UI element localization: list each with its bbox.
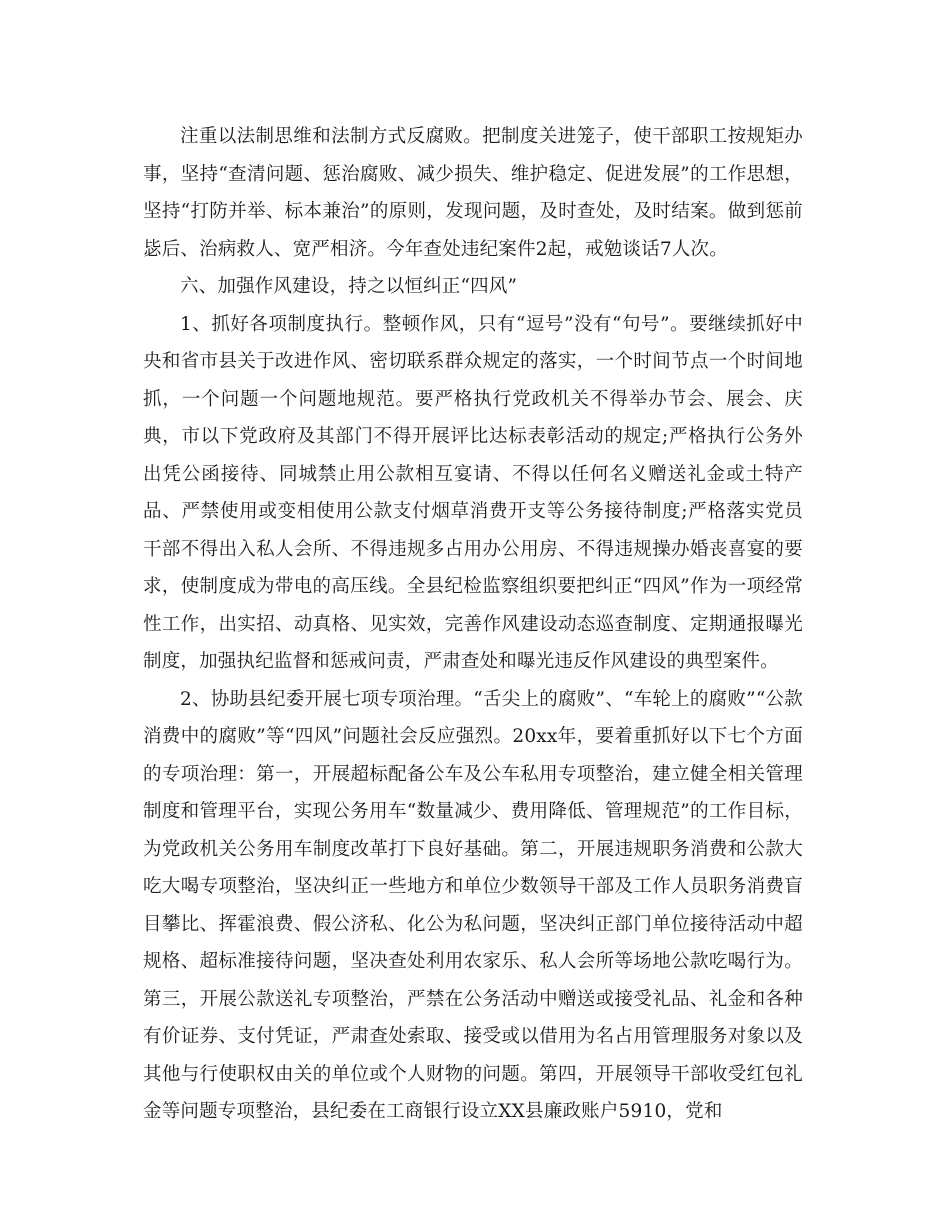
paragraph-special-governance: 2、协助县纪委开展七项专项治理。“舌尖上的腐败”、“车轮上的腐败”“公款消费中的腐败”等“四风”问题社会反应强烈。20xx年，要着重抓好以下七个方面的专项治理：第一，开展超标配备公车及公车私用专项整治，建立健全相关管理制度和管理平台，实现公务用车“数量减少、费用降低、管理规范”的工作目标，为党政机关公务用车制度改革打下良好基础。第二，开展违规职务消费和公款大吃大喝专项整治，坚决纠正一些地方和单位少数领导干部及工作人员职务消费盲目攀比、挥霍浪费、假公济私、化公为私问题，坚决纠正部门单位接待活动中超规格、超标准接待问题，坚决查处利用农家乐、私人会所等场地公款吃喝行为。第三，开展公款送礼专项整治，严禁在公务活动中赠送或接受礼品、礼金和各种有价证券、支付凭证，严肃查处索取、接受或以借用为名占用管理服务对象以及其他与行使职权由关的单位或个人财物的问题。第四，开展领导干部收受红包礼金等问题专项整治，县纪委在工商银行设立XX县廉政账户5910，党和 bbox=[143, 688, 803, 1122]
section-heading-six: 六、加强作风建设，持之以恒纠正“四风” bbox=[180, 276, 518, 297]
paragraph-system-execution: 1、抓好各项制度执行。整顿作风，只有“逗号”没有“句号”。要继续抓好中央和省市县关于改进作风、密切联系群众规定的落实，一个时间节点一个时间地抓，一个问题一个问题地规范。要严格执行党政机关不得举办节会、展会、庆典，市以下党政府及其部门不得开展评比达标表彰活动的规定;严格执行公务外出凭公函接待、同城禁止用公款相互宴请、不得以任何名义赠送礼金或土特产品、严禁使用或变相使用公款支付烟草消费开支等公务接待制度;严格落实党员干部不得出入私人会所、不得违规多占用办公用房、不得违规操办婚丧喜宴的要求，使制度成为带电的高压线。全县纪检监察组织要把纠正“四风”作为一项经常性工作，出实招、动真格、见实效，完善作风建设动态巡查制度、定期通报曝光制度，加强执纪监督和惩戒问责，严肃查处和曝光违反作风建设的典型案件。 bbox=[143, 313, 803, 672]
document-body bbox=[143, 118, 803, 1131]
paragraph-anti-corruption-method: 注重以法制思维和法制方式反腐败。把制度关进笼子，使干部职工按规矩办事，坚持“查清问题、惩治腐败、减少损失、维护稳定、促进发展”的工作思想，坚持“打防并举、标本兼治”的原则，发现问题，及时查处，及时结案。做到惩前毖后、治病救人、宽严相济。今年查处违纪案件2起，戒勉谈话7人次。 bbox=[143, 126, 803, 260]
